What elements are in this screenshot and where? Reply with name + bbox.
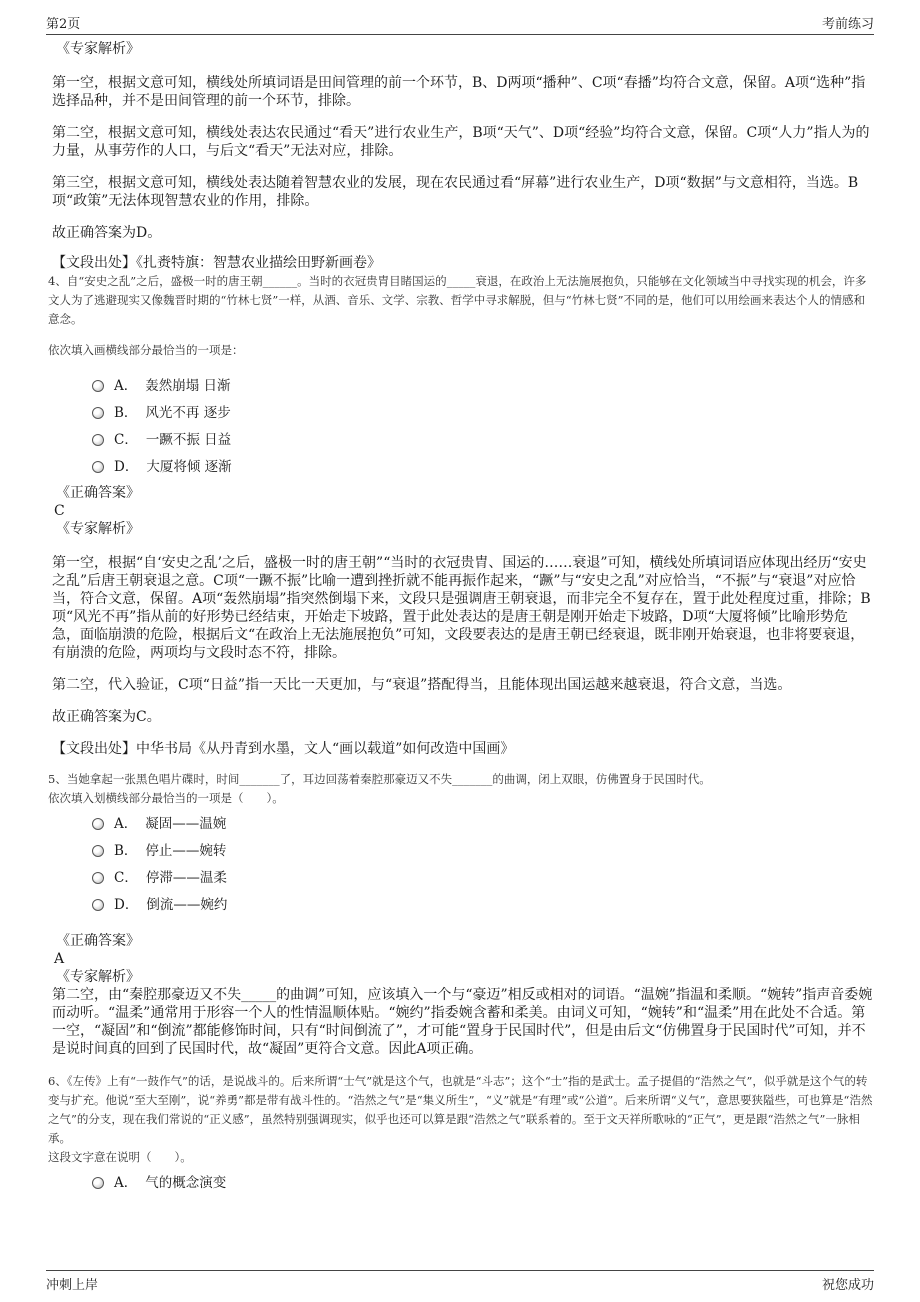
option-b[interactable]: B． 风光不再 逐步 — [52, 397, 874, 424]
source-citation: 【文段出处】《扎赉特旗：智慧农业描绘田野新画卷》 — [52, 255, 381, 271]
correct-answer-label: 《正确答案》 — [56, 933, 140, 949]
question-prompt: 依次填入画横线部分最恰当的一项是： — [48, 343, 244, 357]
source-citation: 【文段出处】中华书局《从丹青到水墨，文人“画以载道”如何改造中国画》 — [52, 741, 515, 757]
option-list — [52, 808, 874, 916]
analysis-paragraph: 第二空，由“秦腔那豪迈又不失_____的曲调”可知，应该填入一个与“豪迈”相反或相对的词语。“温婉”指温和柔顺。“婉转”指声音委婉而动听。“温柔”通常用于形容一个人的性情温顺体贴。“婉约”指委婉含蓄和柔美。由词义可知，“婉转”和“温柔”用在此处不合适。第一空，“凝固”和“倒流”都能修饰时间，只有“时间倒流了”，才可能“置身于民国时代”，但是由后文“仿佛置身于民国时代”可知，并不是说时间真的回到了民国时代，故“凝固”更符合文意。因此A项正确。 — [52, 987, 873, 1057]
question-stem: 5、当她拿起一张黑色唱片碟时，时间_______了，耳边回荡着秦腔那豪迈又不失_______的曲调，闭上双眼，仿佛置身于民国时代。 — [48, 772, 711, 786]
option-list — [52, 1167, 874, 1194]
analysis-paragraph: 第三空，根据文意可知，横线处表达随着智慧农业的发展，现在农民通过看“屏幕”进行农业生产，D项“数据”与文意相符，当选。B项“政策”无法体现智慧农业的作用，排除。 — [52, 175, 859, 209]
footer-right-text: 祝您成功 — [821, 1278, 874, 1293]
answer-statement: 故正确答案为C。 — [52, 709, 161, 725]
question-stem: 6、《左传》上有“一鼓作气”的话，是说战斗的。后来所谓“士气”就是这个气，也就是“斗志”；这个“士”指的是武士。孟子提倡的“浩然之气”，似乎就是这个气的转变与扩充。他说“至大至刚”，说“养勇”都是带有战斗性的。“浩然之气”是“集义所生”，“义”就是“有理”或“公道”。后来所谓“义气”，意思要狭隘些，可也算是“浩然之气”的分支，现在我们常说的“正义感”，虽然特别强调现实，似乎也还可以算是跟“浩然之气”联系着的。至于文天祥所歌咏的“正气”，更是跟“浩然之气”一脉相承。 — [48, 1074, 873, 1145]
page-header — [46, 10, 874, 35]
expert-analysis-label: 《专家解析》 — [56, 521, 140, 537]
question-stem: 4、自“安史之乱”之后，盛极一时的唐王朝______。当时的衣冠贵胄目睹国运的_____衰退，在政治上无法施展抱负，只能够在文化领域当中寻找实现的机会，许多文人为了逃避现实又像魏晋时期的“竹林七贤”一样，从酒、音乐、文学、宗教、哲学中寻求解脱，但与“竹林七贤”不同的是，他们可以用绘画来表达个人的情感和意念。 — [48, 274, 867, 326]
option-a[interactable]: A． 气的概念演变 — [52, 1167, 874, 1194]
radio-icon[interactable] — [92, 1177, 104, 1189]
radio-icon[interactable] — [92, 818, 104, 830]
expert-analysis-label: 《专家解析》 — [56, 41, 140, 57]
option-d[interactable]: D． 倒流——婉约 — [52, 889, 874, 916]
option-b[interactable]: B． 停止——婉转 — [52, 835, 874, 862]
question-prompt: 依次填入划横线部分最恰当的一项是（ ）。 — [48, 791, 284, 805]
option-d[interactable]: D． 大厦将倾 逐渐 — [52, 451, 874, 478]
option-list — [52, 370, 874, 478]
expert-analysis-label: 《专家解析》 — [56, 969, 140, 985]
header-title: 考前练习 — [821, 17, 874, 32]
analysis-paragraph: 第一空，根据“自‘安史之乱’之后，盛极一时的唐王朝”“当时的衣冠贵胄、国运的……衰退”可知，横线处所填词语应体现出经历“安史之乱”后唐王朝衰退之意。C项“一蹶不振”比喻一遭到挫折就不能再振作起来，“蹶”与“安史之乱”对应恰当，“不振”与“衰退”对应恰当，符合文意，保留。A项“轰然崩塌”指突然倒塌下来，文段只是强调唐王朝衰退，而非完全不复存在，置于此处程度过重，排除；B项“风光不再”指从前的好形势已经结束，开始走下坡路，置于此处表达的是唐王朝是刚开始走下坡路，D项“大厦将倾”比喻形势危急，面临崩溃的危险，根据后文“在政治上无法施展抱负”可知，文段要表达的是唐王朝已经衰退，既非刚开始衰退，也非将要衰退，有崩溃的危险，两项均与文段时态不符，排除。 — [52, 555, 871, 661]
correct-answer-label: 《正确答案》 — [56, 485, 140, 501]
page-number: 第2页 — [46, 17, 81, 32]
page-footer — [46, 1270, 874, 1296]
radio-icon[interactable] — [92, 407, 104, 419]
footer-left-text: 冲刺上岸 — [46, 1278, 99, 1293]
correct-answer: A — [54, 951, 65, 967]
radio-icon[interactable] — [92, 434, 104, 446]
option-c[interactable]: C． 一蹶不振 日益 — [52, 424, 874, 451]
correct-answer: C — [54, 503, 65, 519]
question-prompt: 这段文字意在说明（ ）。 — [48, 1150, 192, 1164]
analysis-paragraph: 第二空，代入验证，C项“日益”指一天比一天更加，与“衰退”搭配得当，且能体现出国运越来越衰退，符合文意，当选。 — [52, 677, 792, 693]
radio-icon[interactable] — [92, 845, 104, 857]
radio-icon[interactable] — [92, 461, 104, 473]
radio-icon[interactable] — [92, 872, 104, 884]
option-a[interactable]: A． 凝固——温婉 — [52, 808, 874, 835]
document-body — [48, 40, 874, 1194]
analysis-paragraph: 第二空，根据文意可知，横线处表达农民通过“看天”进行农业生产，B项“天气”、D项“经验”均符合文意，保留。C项“人力”指人为的力量，从事劳作的人口，与后文“看天”无法对应，排除。 — [52, 125, 870, 159]
option-c[interactable]: C． 停滞——温柔 — [52, 862, 874, 889]
radio-icon[interactable] — [92, 899, 104, 911]
analysis-paragraph: 第一空，根据文意可知，横线处所填词语是田间管理的前一个环节，B、D两项“播种”、C项“春播”均符合文意，保留。A项“选种”指选择品种，并不是田间管理的前一个环节，排除。 — [52, 75, 866, 109]
answer-statement: 故正确答案为D。 — [52, 225, 162, 241]
radio-icon[interactable] — [92, 380, 104, 392]
option-a[interactable]: A． 轰然崩塌 日渐 — [52, 370, 874, 397]
